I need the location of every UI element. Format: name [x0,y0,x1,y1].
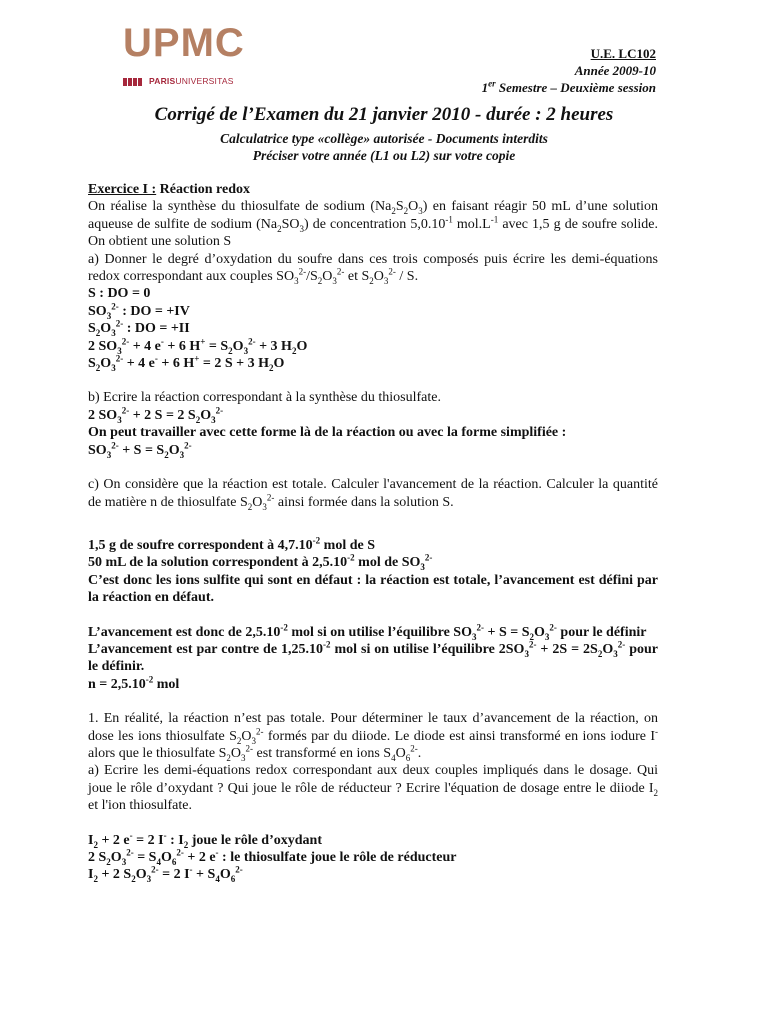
answer-line: 1,5 g de soufre correspondent à $4,7.10^{-2}$ mol de S [88,535,375,553]
exam-content [88,181,658,884]
logo-subtitle: PARISUNIVERSITAS [149,76,234,86]
answer-line: $S_2O_3^{2-} + 4$ e- + 6 H+ = 2 S + 3 $H_2O$ [88,353,285,373]
answer-line: 2 $SO_3^{2-} + 2$ S = 2 $S_2O_3^{2-}$ [88,405,224,425]
logo-stripes-icon [123,74,145,82]
answer-line: $S_2O_3^{2-}$ : DO = +II [88,318,190,339]
answer-line: L’avancement est donc de $2,5.10^{-2}$ mol si on utilise l’équilibre $SO_3^{2-} + S = S_2O_3^{2-}$ pour le définir [88,621,647,642]
course-info [482,45,656,96]
answer-line: $I_2 + 2$ e- = 2 I- : $I_2$ joue le rôle d’oxydant [88,829,322,850]
logo-wordmark: UPMC [123,21,245,65]
answer-line: 50 mL de la solution correspondent à $2,5.10^{-2}$ mol de $SO_3^{2-}$ [88,552,433,573]
answer-line: 2 $S_2O_3^{2-} = S_4O_6^{2-} + 2$ e- : le thiosulfate joue le rôle de réducteur [88,847,457,867]
exercise-heading: Exercice I : Réaction redox [88,182,250,197]
answer-line: $I_2 + 2$ $S_2O_3^{2-} = 2$ $I^- + S_4O_6^{2-}$ [88,864,243,885]
subtitle-year: Préciser votre année (L1 ou L2) sur votre copie [252,148,516,163]
page-title: Corrigé de l’Examen du 21 janvier 2010 - durée : 2 heures [154,104,614,125]
question-c: c) On considère que la réaction est totale. Calculer l'avancement de la réaction. Calculer la quantité de matière n de thiosulfate $S_2O_3^{2-}$ ainsi formée dans la solution S. [88,477,658,512]
answer-line: 2 $SO_3^{2-} + 4$ e- + 6 $H^+ = S_2O_3^{2-} + 3$ $H_2O$ [88,336,308,356]
subtitle-calculator: Calculatrice type «collège» autorisée - Documents interdits [220,131,548,146]
academic-year: Année 2009-10 [574,63,656,78]
question-1: 1. En réalité, la réaction n’est pas totale. Pour déterminer le taux d’avancement de la réaction, on dose les ions thiosulfate $S_2O_3^{2-}$ formés par du diiode. Le diode est ainsi transformé en ions iodure I- alors que le thiosulfate $S_2O_3^{2-}$ est transformé en ions $S_4O_6^{2-}$. [88,711,659,763]
answer-line: $SO_3^{2-} + S = S_2O_3^{2-}$ [88,440,192,460]
intro-paragraph: On réalise la synthèse du thiosulfate de sodium $(Na_2S_2O_3)$ en faisant réagir 50 mL d’une solution aqueuse de sulfite de sodium $(Na_2SO_3)$ de concentration $5,0.10^{-1}$ $mol.L^{-1}$ avec 1,5 g de soufre solide. On obtient une solution S [88,199,659,250]
answer-a [88,285,658,372]
answer-line: $SO_3^{2-}$ : DO = +IV [88,301,190,321]
course-code: U.E. LC102 [590,46,656,61]
question-b: b) Ecrire la réaction correspondant à la synthèse du thiosulfate. [88,390,441,406]
question-1a: a) Ecrire les demi-équations redox correspondant aux deux couples impliqués dans le dosage. Qui joue le rôle d’oxydant ? Qui joue le rôle de réducteur ? Ecrire l'équation de dosage entre le diiode $I_2$ et l'ion thiosulfate. [88,763,658,814]
question-a: a) Donner le degré d’oxydation du soufre dans ces trois composés puis écrire les demi-équations redox correspondant aux couples $SO_3^{2-}/S_2O_3^{2-}$ et $S_2O_3^{2-}$ / S. [88,251,658,286]
answer-b [88,407,658,459]
upmc-logo [104,21,252,93]
answer-line: On peut travailler avec cette forme là de la réaction ou avec la forme simplifiée : [88,425,567,441]
answer-line: C’est donc les ions sulfite qui sont en défaut : la réaction est totale, l’avancement est défini par la réaction en défaut. [88,572,658,606]
semester-info: 1er Semestre – Deuxième session [481,78,656,95]
answer-line: $n = 2,5.10^{-2}$ mol [88,674,180,692]
answer-c [88,537,658,693]
answer-line: L’avancement est par contre de $1,25.10^{-2}$ mol si on utilise l’équilibre $2SO_3^{2-} + 2S = 2S_2O_3^{2-}$ pour le définir. [88,639,658,675]
answer-1a [88,829,658,885]
answer-line: S : DO = 0 [88,286,151,302]
